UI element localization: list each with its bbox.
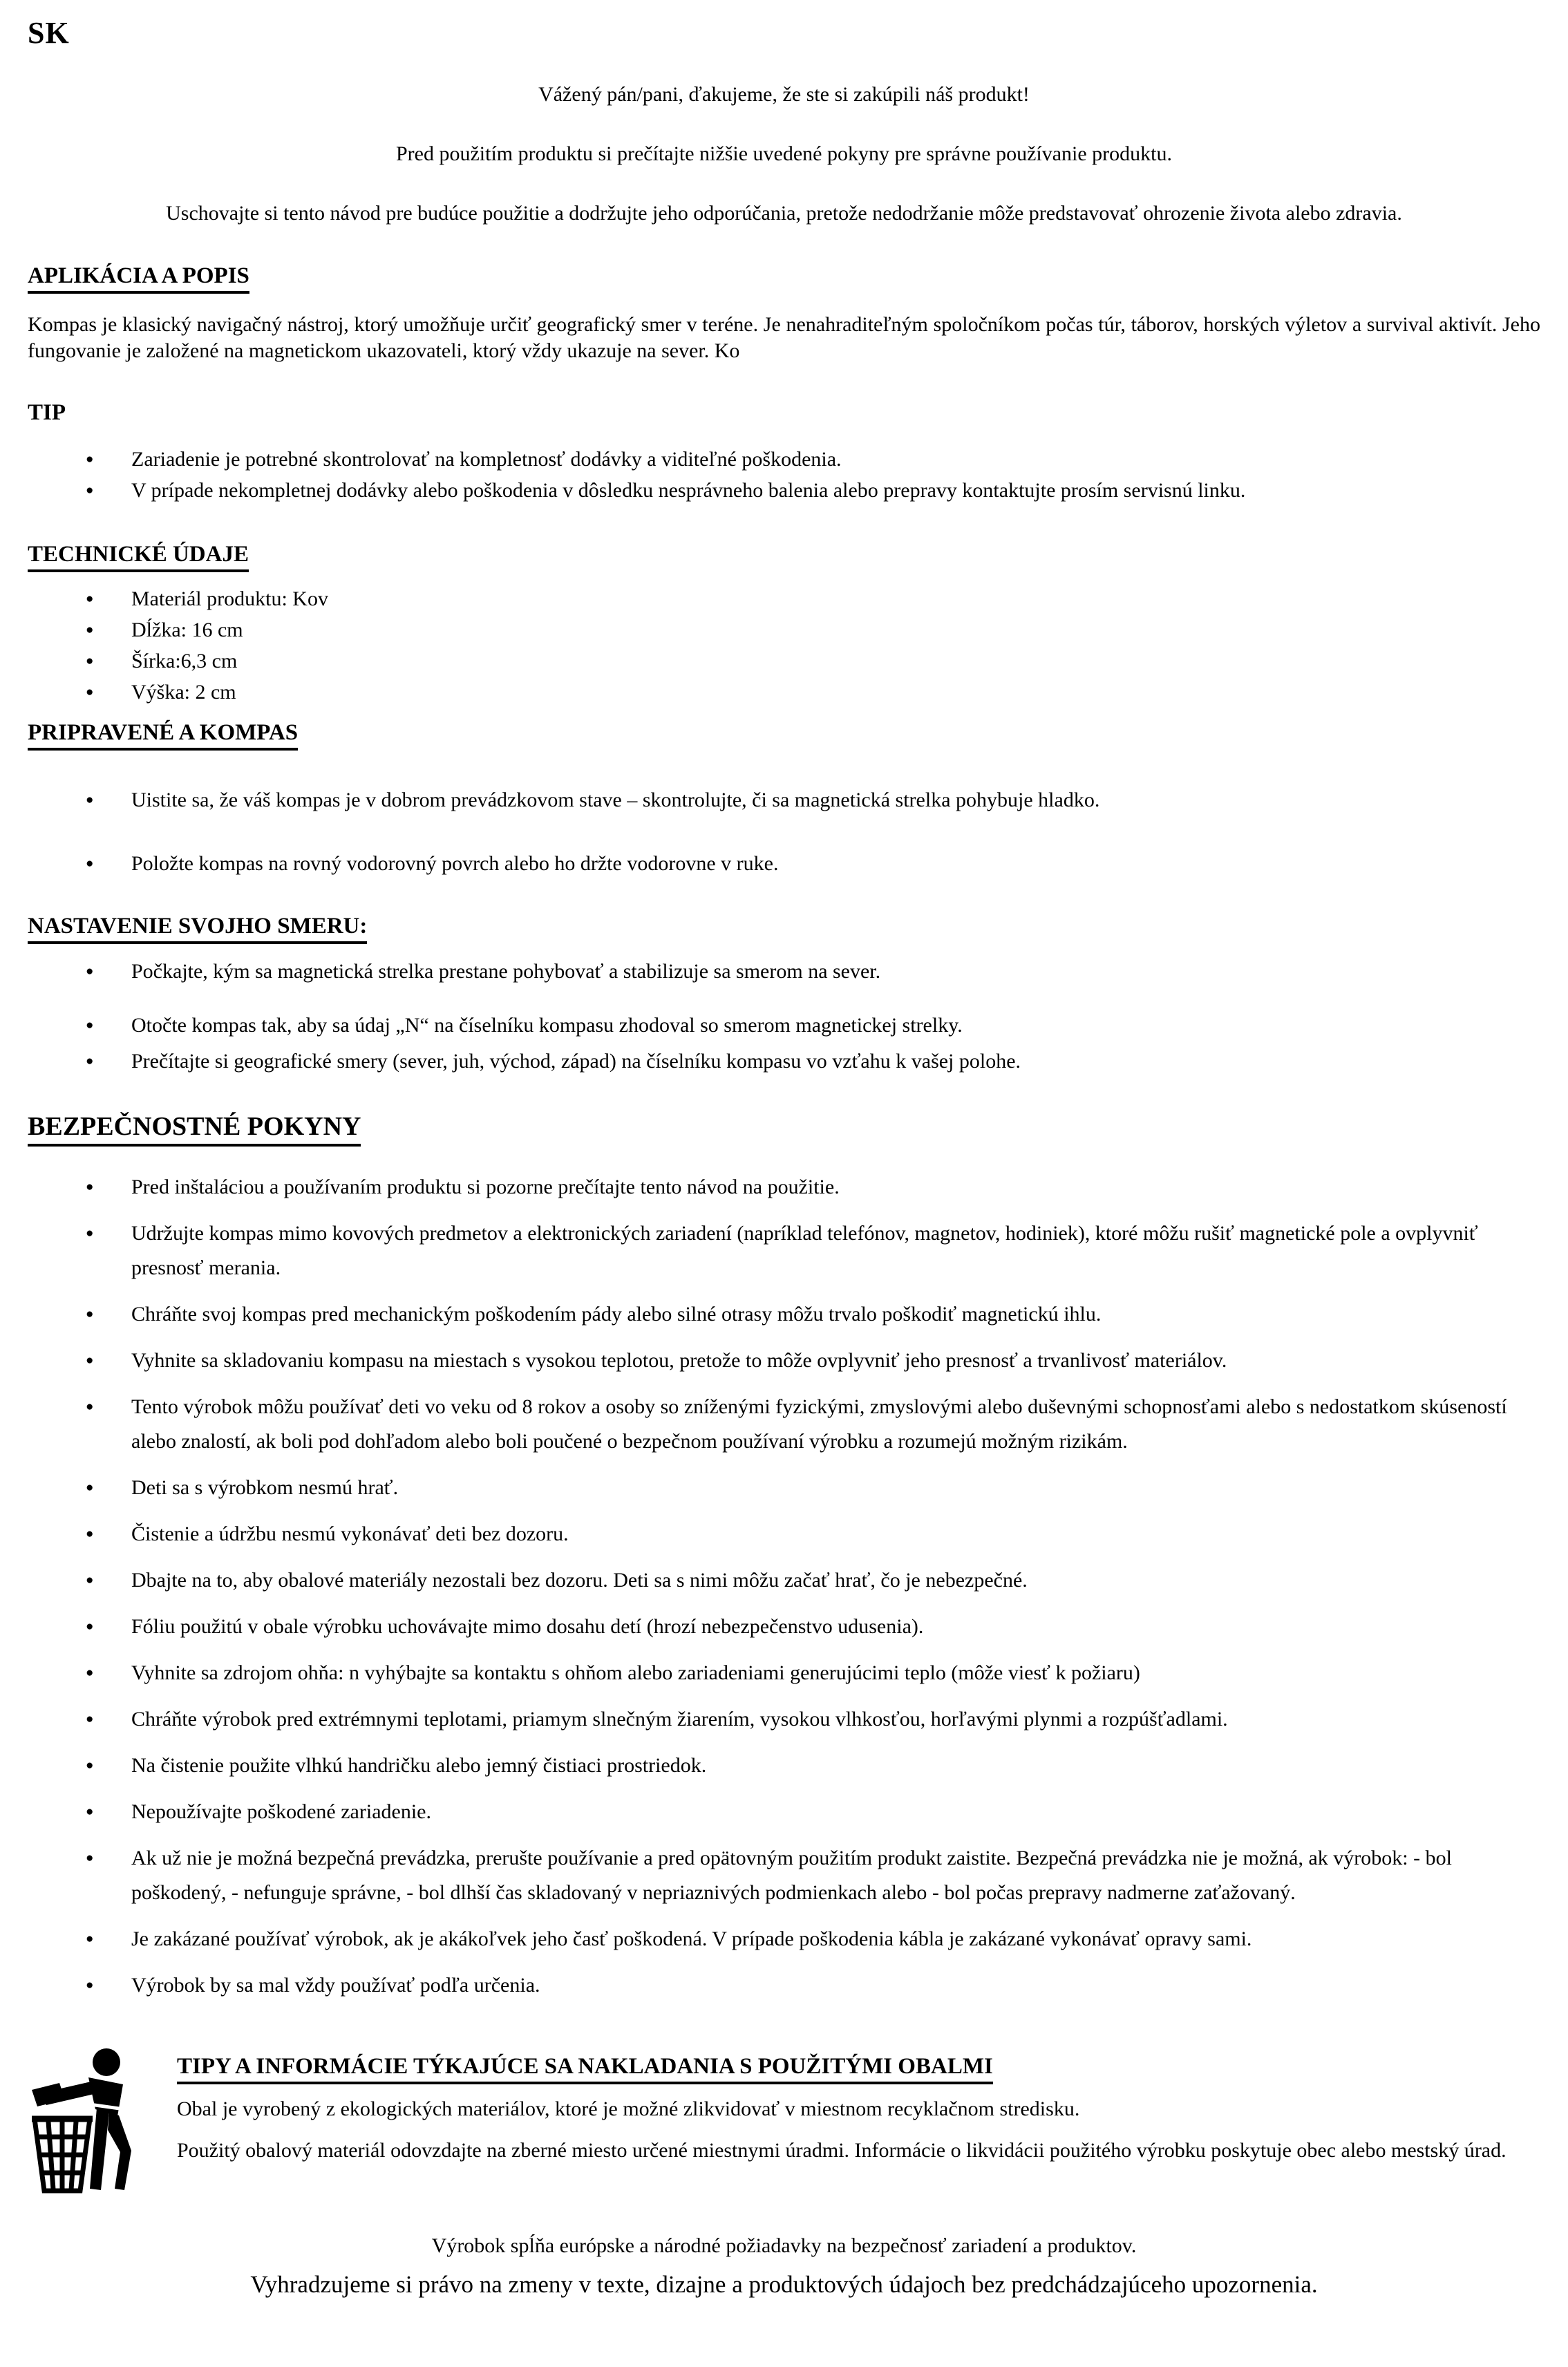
list-item: ● Deti sa s výrobkom nesmú hrať.: [131, 1471, 1540, 1505]
section-heading-packaging: TIPY A INFORMÁCIE TÝKAJÚCE SA NAKLADANIA S POUŽITÝMI OBALMI: [177, 2054, 1540, 2084]
ready-list: [28, 786, 1540, 878]
section-heading-tech: TECHNICKÉ ÚDAJE: [28, 542, 1540, 572]
list-item: ● Uistite sa, že váš kompas je v dobrom prevádzkovom stave – skontrolujte, či sa magnetická strelka pohybuje hladko.: [131, 786, 1540, 814]
packaging-disposal-section: [28, 2047, 1540, 2199]
section-heading-tip: TIP: [28, 400, 66, 425]
intro-line: Vážený pán/pani, ďakujeme, že ste si zakúpili náš produkt!: [538, 83, 1030, 106]
list-item: ● Počkajte, kým sa magnetická strelka prestane pohybovať a stabilizuje sa smerom na sever.: [131, 958, 1540, 986]
section-heading-safety: BEZPEČNOSTNÉ POKYNY: [28, 1111, 1540, 1147]
list-item: ● Čistenie a údržbu nesmú vykonávať deti bez dozoru.: [131, 1517, 1540, 1552]
list-item: ● V prípade nekompletnej dodávky alebo poškodenia v dôsledku nesprávneho balenia alebo prepravy kontaktujte prosím servisnú linku.: [131, 475, 1540, 506]
packaging-paragraph: Použitý obalový materiál odovzdajte na zberné miesto určené miestnymi úradmi. Informácie o likvidácii použitého výrobku poskytuje obec alebo mestský úrad.: [177, 2139, 1506, 2162]
packaging-paragraph: Obal je vyrobený z ekologických materiálov, ktoré je možné zlikvidovať v miestnom recyklačnom stredisku.: [177, 2097, 1080, 2120]
list-item: ● Chráňte svoj kompas pred mechanickým poškodením pády alebo silné otrasy môžu trvalo poškodiť magnetickú ihlu.: [131, 1297, 1540, 1332]
tip-list: [28, 444, 1540, 506]
tech-list: [28, 583, 1540, 708]
list-item: ● Vyhnite sa zdrojom ohňa: n vyhýbajte sa kontaktu s ohňom alebo zariadeniami generujúcimi teplo (môže viesť k požiaru): [131, 1656, 1540, 1690]
list-item: ● Udržujte kompas mimo kovových predmetov a elektronických zariadení (napríklad telefónov, magnetov, hodiniek), ktoré môžu rušiť magnetické pole a ovplyvniť presnosť merania.: [131, 1216, 1540, 1285]
list-item: ● Dbajte na to, aby obalové materiály nezostali bez dozoru. Deti sa s nimi môžu začať hrať, čo je nebezpečné.: [131, 1563, 1540, 1598]
list-item: ● Na čistenie použite vlhkú handričku alebo jemný čistiaci prostriedok.: [131, 1748, 1540, 1783]
list-item: ● Materiál produktu: Kov: [131, 583, 1540, 614]
list-item: ● Pred inštaláciou a používaním produktu si pozorne prečítajte tento návod na použitie.: [131, 1170, 1540, 1205]
section-heading-application: APLIKÁCIA A POPIS: [28, 263, 1540, 294]
list-item: ● Výška: 2 cm: [131, 677, 1540, 708]
direction-list: [28, 958, 1540, 1075]
list-item: ● Šírka:6,3 cm: [131, 645, 1540, 677]
list-item: ● Chráňte výrobok pred extrémnymi teplotami, priamym slnečným žiarením, vysokou vlhkosťou, horľavými plynmi a rozpúšťadlami.: [131, 1702, 1540, 1737]
compliance-statement: Výrobok spĺňa európske a národné požiadavky na bezpečnosť zariadení a produktov.: [431, 2234, 1137, 2257]
list-item: ● Zariadenie je potrebné skontrolovať na kompletnosť dodávky a viditeľné poškodenia.: [131, 444, 1540, 475]
list-item: ● Je zakázané používať výrobok, ak je akákoľvek jeho časť poškodená. V prípade poškodenia kábla je zakázané vykonávať opravy sami.: [131, 1922, 1540, 1956]
tidyman-recycling-icon: [30, 2047, 134, 2199]
safety-list: [28, 1170, 1540, 2003]
language-code: SK: [28, 16, 70, 50]
intro-block: [28, 81, 1540, 227]
list-item: ● Vyhnite sa skladovaniu kompasu na miestach s vysokou teplotou, pretože to môže ovplyvniť jeho presnosť a trvanlivosť materiálov.: [131, 1343, 1540, 1378]
list-item: ● Fóliu použitú v obale výrobku uchovávajte mimo dosahu detí (hrozí nebezpečenstvo udusenia).: [131, 1610, 1540, 1644]
list-item: ● Prečítajte si geografické smery (sever, juh, východ, západ) na číselníku kompasu vo vzťahu k vašej polohe.: [131, 1048, 1540, 1075]
application-paragraph: Kompas je klasický navigačný nástroj, ktorý umožňuje určiť geografický smer v teréne. Je nenahraditeľným spoločníkom počas túr, táborov, horských výletov a survival aktivít. Jeho fungovanie je založené na magnetickom ukazovateli, ktorý vždy ukazuje na sever. Ko: [28, 313, 1540, 362]
section-heading-direction: NASTAVENIE SVOJHO SMERU:: [28, 914, 1540, 944]
disclaimer-statement: Vyhradzujeme si právo na zmeny v texte, dizajne a produktových údajoch bez predchádzajúceho upozornenia.: [250, 2271, 1318, 2298]
list-item: ● Výrobok by sa mal vždy používať podľa určenia.: [131, 1968, 1540, 2003]
list-item: ● Ak už nie je možná bezpečná prevádzka, prerušte používanie a pred opätovným použitím produkt zaistite. Bezpečná prevádzka nie je možná, ak výrobok: - bol poškodený, - nefunguje správne, - bol dlhší čas skladovaný v nepriaznivých podmienkach alebo - bol počas prepravy nadmerne zaťažovaný.: [131, 1841, 1540, 1910]
list-item: ● Položte kompas na rovný vodorovný povrch alebo ho držte vodorovne v ruke.: [131, 850, 1540, 878]
list-item: ● Nepoužívajte poškodené zariadenie.: [131, 1795, 1540, 1829]
intro-line: Uschovajte si tento návod pre budúce použitie a dodržujte jeho odporúčania, pretože nedodržanie môže predstavovať ohrozenie života alebo zdravia.: [166, 202, 1402, 225]
list-item: ● Tento výrobok môžu používať deti vo veku od 8 rokov a osoby so zníženými fyzickými, zmyslovými alebo duševnými schopnosťami alebo s nedostatkom skúseností alebo znalostí, ak boli pod dohľadom alebo boli poučené o bezpečnom používaní výrobku a rozumejú možným rizikám.: [131, 1390, 1540, 1459]
section-heading-ready: PRIPRAVENÉ A KOMPAS: [28, 720, 1540, 751]
intro-line: Pred použitím produktu si prečítajte nižšie uvedené pokyny pre správne používanie produktu.: [395, 142, 1173, 165]
list-item: ● Dĺžka: 16 cm: [131, 614, 1540, 645]
packaging-text: [177, 2047, 1540, 2169]
list-item: ● Otočte kompas tak, aby sa údaj „N“ na číselníku kompasu zhodoval so smerom magnetickej strelky.: [131, 1012, 1540, 1039]
